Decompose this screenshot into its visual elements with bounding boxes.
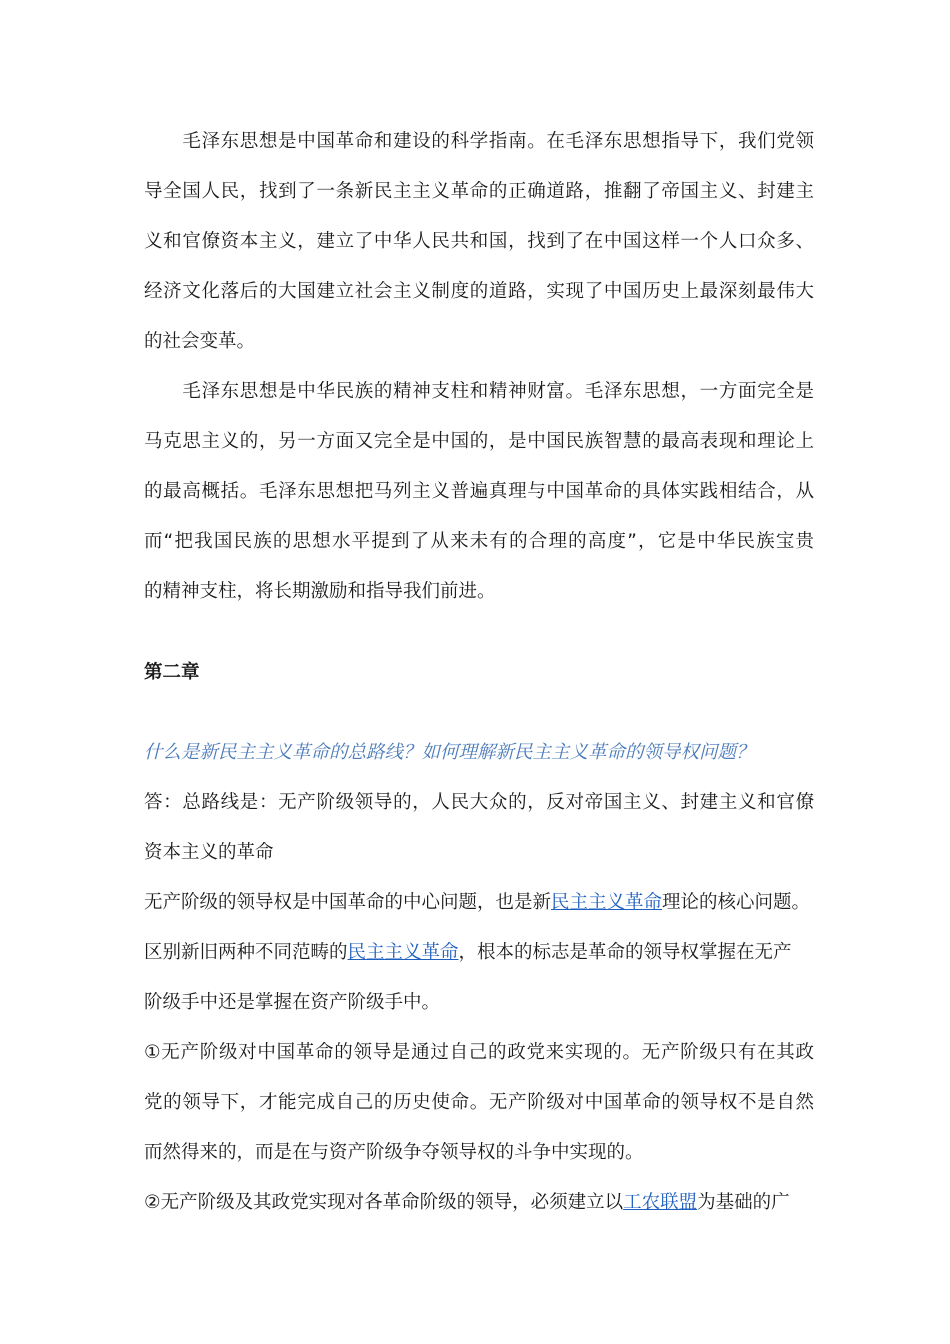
- point2-text-a: ②无产阶级及其政党实现对各革命阶级的领导，必须建立以: [144, 1192, 624, 1213]
- leadership-line-3: 阶级手中还是掌握在资产阶级手中。: [144, 992, 441, 1013]
- para1-line-3: 义和官僚资本主义，建立了中华人民共和国，找到了在中国这样一个人口众多、: [144, 231, 814, 252]
- point1-line-3: 而然得来的，而是在与资产阶级争夺领导权的斗争中实现的。: [144, 1142, 644, 1163]
- para2-line-1: 毛泽东思想是中华民族的精神支柱和精神财富。毛泽东思想，一方面完全是: [144, 381, 814, 402]
- leadership-line-2: [144, 941, 814, 965]
- para2-line-5: 的精神支柱，将长期激励和指导我们前进。: [144, 581, 496, 602]
- para1-line-5: 的社会变革。: [144, 331, 256, 352]
- chapter-heading: 第二章: [144, 662, 200, 683]
- para1-line-2: 导全国人民，找到了一条新民主主义革命的正确道路，推翻了帝国主义、封建主: [144, 181, 814, 202]
- leadership-text-2a: 区别新旧两种不同范畴的: [144, 942, 348, 963]
- para1-line-1: 毛泽东思想是中国革命和建设的科学指南。在毛泽东思想指导下，我们党领: [144, 131, 814, 152]
- point1-line-2: 党的领导下，才能完成自己的历史使命。无产阶级对中国革命的领导权不是自然: [144, 1092, 814, 1113]
- para1-line-4: 经济文化落后的大国建立社会主义制度的道路，实现了中国历史上最深刻最伟大: [144, 281, 814, 302]
- leadership-text-2b: ，根本的标志是革命的领导权掌握在无产: [458, 942, 792, 963]
- democratic-revolution-link-1[interactable]: 民主主义革命: [551, 892, 663, 913]
- leadership-text-1a: 无产阶级的领导权是中国革命的中心问题，也是新: [144, 892, 552, 913]
- worker-peasant-alliance-link[interactable]: 工农联盟: [623, 1192, 698, 1213]
- point2-line-1: [144, 1191, 814, 1215]
- answer-line-1: 答：总路线是：无产阶级领导的，人民大众的，反对帝国主义、封建主义和官僚: [144, 792, 814, 813]
- para2-line-2: 马克思主义的，另一方面又完全是中国的，是中国民族智慧的最高表现和理论上: [144, 431, 814, 452]
- answer-line-2: 资本主义的革命: [144, 842, 274, 863]
- para2-line-4: 而“把我国民族的思想水平提到了从来未有的合理的高度”，它是中华民族宝贵: [144, 531, 814, 552]
- para2-line-3: 的最高概括。毛泽东思想把马列主义普遍真理与中国革命的具体实践相结合，从: [144, 481, 814, 502]
- democratic-revolution-link-2[interactable]: 民主主义革命: [347, 942, 459, 963]
- leadership-line-1: [144, 891, 814, 915]
- question-text: 什么是新民主主义革命的总路线？如何理解新民主主义革命的领导权问题？: [144, 742, 755, 763]
- point2-text-b: 为基础的广: [697, 1192, 790, 1213]
- leadership-text-1b: 理论的核心问题。: [662, 892, 811, 913]
- point1-line-1: ①无产阶级对中国革命的领导是通过自己的政党来实现的。无产阶级只有在其政: [144, 1042, 814, 1063]
